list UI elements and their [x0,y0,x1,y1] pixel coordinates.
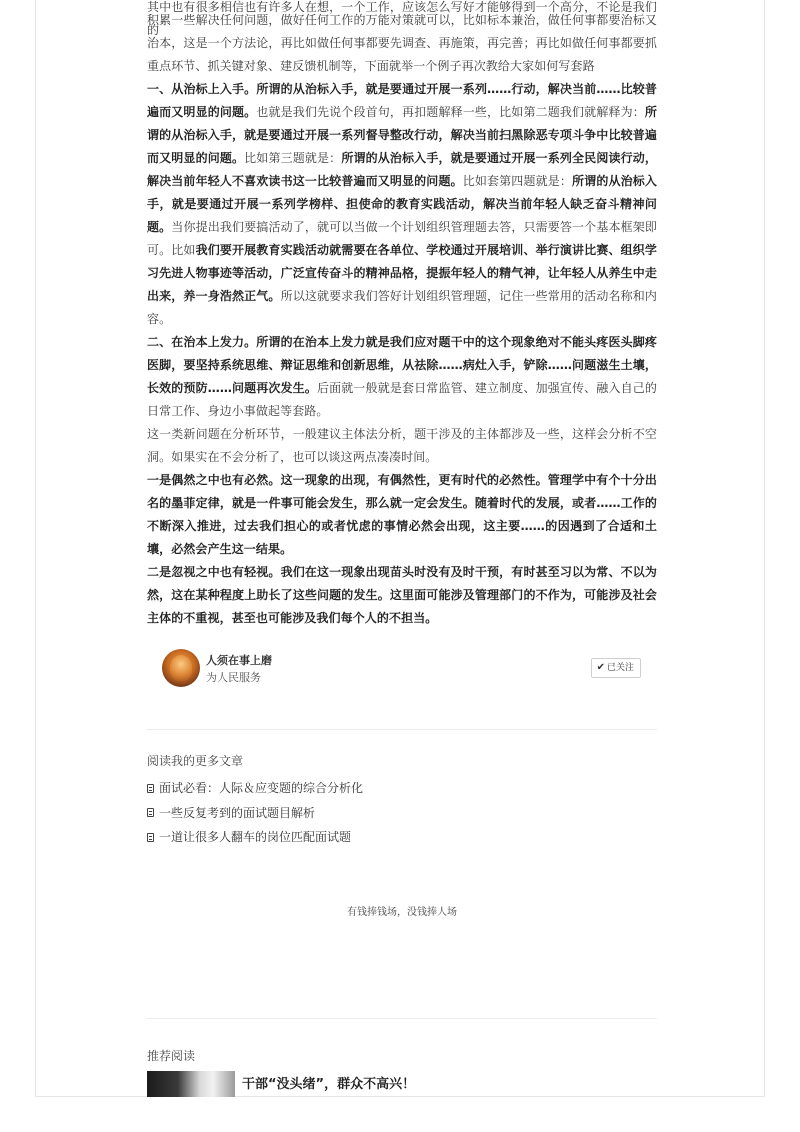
plain-text: 比如第三题就是： [244,151,342,165]
bold-text: 二、在治本上发力。所谓的在治本上发力就是我们应对题干中的这个现象绝对不能头疼医头脚疼医脚，要坚持系统思维、辩证思维和创新思维，从祛除……病灶入手，铲除……问题滋生土壤，长效的预防……问题再次发生。 [147,335,657,395]
bold-text: 一、从治标上入手。所谓的从治标入手，就是要通过开展一系列……行动，解决当前……比较普遍而又明显的问题。 [147,82,657,119]
divider [147,729,657,730]
avatar[interactable] [162,649,200,687]
content-column [147,0,657,1092]
list-item[interactable] [147,801,363,826]
author-card [147,646,657,690]
plain-text: 后面就一般就是套日常监管、建立制度、加强宣传、融入自己的日常工作、身边小事做起等套路。 [147,381,657,418]
more-articles-title: 阅读我的更多文章 [147,754,244,768]
document-icon [147,833,154,842]
follow-button[interactable] [591,658,641,678]
bold-text: 二是忽视之中也有轻视。我们在这一现象出现苗头时没有及时干预，有时甚至习以为常、不以为然，这在某种程度上助长了这些问题的发生。这里面可能涉及管理部门的不作为，可能涉及社会主体的不重视，甚至也可能涉及我们每个人的不担当。 [147,565,657,625]
article-body [147,0,657,630]
plain-text: 当你提出我们要搞活动了，就可以当做一个计划组织管理题去答，只需要答一个基本框架即可。比如 [147,220,657,257]
divider [147,1018,657,1019]
article-paragraph-1 [147,78,657,331]
article-paragraph-3: 这一类新问题在分析环节，一般建议主体法分析，题干涉及的主体都涉及一些，这样会分析不空洞。如果实在不会分析了，也可以谈这两点凑凑时间。 [147,427,657,464]
article-paragraph-5 [147,561,657,630]
author-name[interactable]: 人须在事上磨 [206,654,272,667]
bold-text: 所谓的从治标入手，就是要通过开展一系列学榜样、担使命的教育实践活动，解决当前年轻人缺乏奋斗精神问题。 [147,174,657,234]
recommend-thumbnail[interactable] [147,1071,235,1097]
recommend-headline[interactable]: 干部“没头绪”，群众不高兴！ [242,1077,416,1092]
bold-text: 所谓的从治标入手，就是要通过开展一系列全民阅读行动，解决当前年轻人不喜欢读书这一比较普遍而又明显的问题。 [147,151,657,188]
document-icon [147,784,154,793]
reward-slogan: 有钱捧钱场，没钱捧人场 [347,907,457,918]
article-paragraph-4 [147,469,657,561]
article-link[interactable]: 一些反复考到的面试题目解析 [159,805,316,820]
article-link[interactable]: 一道让很多人翻车的岗位匹配面试题 [159,830,352,845]
article-cut-line: 其中也有很多相信也有许多人在想，一个工作，应该怎么写好才能够得到一个高分，不论是我们的 [147,0,657,37]
list-item[interactable] [147,825,363,850]
plain-text: 所以这就要求我们答好计划组织管理题，记住一些常用的活动名称和内容。 [147,289,657,326]
more-articles-list [147,776,363,850]
plain-text: 也就是我们先说个段首句，再扣题解释一些，比如第二题我们就解释为： [256,105,645,119]
bold-text: 所谓的从治标入手，就是要通过开展一系列督导整改行动，解决当前扫黑除恶专项斗争中比较普遍而又明显的问题。 [147,105,657,165]
bold-text: 我们要开展教育实践活动就需要在各单位、学校通过开展培训、举行演讲比赛、组织学习先进人物事迹等活动，广泛宣传奋斗的精神品格，提振年轻人的精气神，让年轻人从养生中走出来，养一身浩然正气。 [147,243,657,303]
list-item[interactable] [147,776,363,801]
follow-label: 已关注 [606,663,634,673]
avatar-figure [170,655,192,681]
document-icon [147,808,154,817]
check-icon: ✔ [596,662,605,673]
bold-text: 一是偶然之中也有必然。这一现象的出现，有偶然性，更有时代的必然性。管理学中有个十分出名的墨菲定律，就是一件事可能会发生，那么就一定会发生。随着时代的发展，或者……工作的不断深入推进，过去我们担心的或者忧虑的事情必然会出现，这主要……的因遇到了合适和土壤，必然会产生这一结果。 [147,473,657,556]
article-paragraph: 积累一些解决任何问题，做好任何工作的万能对策就可以，比如标本兼治，做任何事都要治标又治本，这是一个方法论，再比如做任何事都要先调查、再施策，再完善；再比如做任何事都要抓重点环节、抓关键对象、建反馈机制等，下面就举一个例子再次教给大家如何写套路 [147,13,657,73]
author-subtitle: 为人民服务 [206,671,261,684]
plain-text: 比如套第四题就是： [462,174,573,188]
article-paragraph-2 [147,331,657,423]
recommend-title: 推荐阅读 [147,1049,196,1063]
article-link[interactable]: 面试必看：人际＆应变题的综合分析化 [159,781,364,796]
